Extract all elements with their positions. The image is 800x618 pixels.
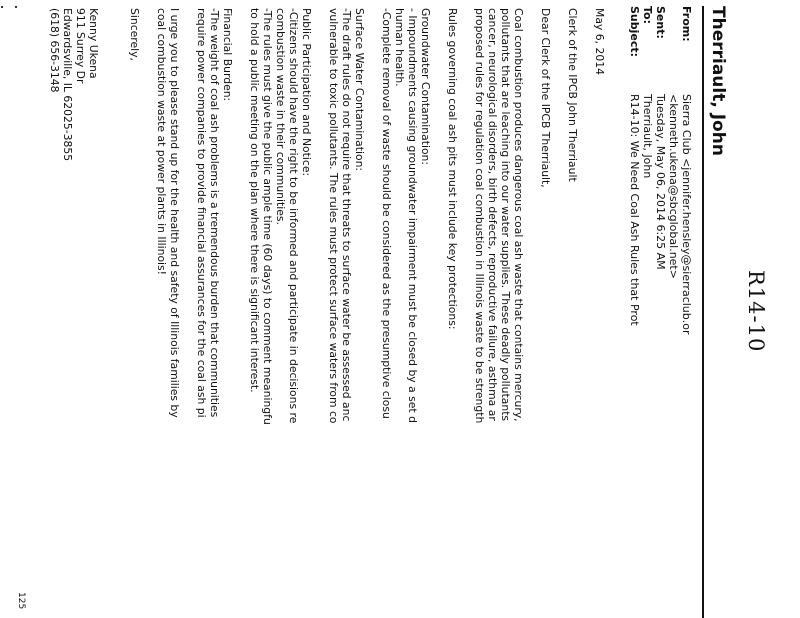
sent-label: Sent: bbox=[654, 6, 667, 39]
recipient-line: Clerk of the IPCB John Therriault bbox=[566, 8, 579, 182]
signer-street: 911 Surrey Dr bbox=[74, 8, 87, 84]
to-label: To: bbox=[641, 6, 654, 24]
surface-water-line-2: vulnerable to toxic pollutants. The rules must protect surface waters from co bbox=[327, 8, 340, 424]
groundwater-line-1: - Impoundments causing groundwater impairment must be closed by a set d bbox=[406, 8, 419, 423]
participation-heading: Public Participation and Notice: bbox=[300, 8, 313, 177]
salutation: Dear Clerk of the IPCB Therriault, bbox=[539, 8, 552, 188]
scan-speck bbox=[15, 6, 17, 8]
page-number: 125 bbox=[16, 592, 26, 610]
participation-line-3: -The rules must give the public ample time (60 days) to comment meaningfu bbox=[261, 8, 274, 425]
participation-line-1: -Citizens should have the right to be informed and participate in decisions re bbox=[287, 8, 300, 424]
from-value-line-2: <kenneth.ukena@sbcglobal.net> bbox=[667, 94, 680, 279]
participation-line-2: combustion waste in their communities. bbox=[274, 8, 287, 225]
groundwater-line-2: human health. bbox=[393, 8, 406, 87]
from-value-line-1: Sierra Club <jennifer.hensley@sierraclub.or bbox=[680, 94, 693, 335]
sent-value: Tuesday, May 06, 2014 6:25 AM bbox=[654, 94, 667, 270]
intro-line-3: cancer, neurological disorders, birth defects, reproductive failure, asthma ar bbox=[486, 8, 499, 421]
subject-value: R14-10: We Need Coal Ash Rules that Prot bbox=[628, 94, 641, 326]
closing-appeal-line-2: coal combustion waste at power plants in Illinois! bbox=[155, 8, 168, 276]
groundwater-line-3: -Complete removal of waste should be considered as the presumptive closu bbox=[380, 8, 393, 419]
sign-off: Sincerely, bbox=[128, 8, 141, 61]
surface-water-line-1: -The draft rules do not require that threats to surface water be assessed anc bbox=[340, 8, 353, 422]
surface-water-heading: Surface Water Contamination: bbox=[353, 8, 366, 172]
closing-appeal-line-1: I urge you to please stand up for the health and safety of Illinois families by bbox=[168, 8, 181, 418]
financial-heading: Financial Burden: bbox=[221, 8, 234, 102]
participation-line-4: to hold a public meeting on the plan where there is significant interest. bbox=[248, 8, 261, 393]
signer-phone: (618) 656-3148 bbox=[48, 8, 61, 93]
sender-name-heading: Therriault, John bbox=[708, 6, 728, 156]
subject-label: Subject: bbox=[628, 6, 641, 58]
from-label: From: bbox=[680, 6, 693, 42]
protections-intro: Rules governing coal ash pits must include key protections: bbox=[446, 8, 459, 330]
scan-speck bbox=[1, 6, 3, 8]
groundwater-heading: Groundwater Contamination: bbox=[419, 8, 432, 166]
header-rule bbox=[702, 6, 704, 618]
to-value: Therriault, John bbox=[641, 94, 654, 179]
financial-line-2: require power companies to provide financial assurances for the coal ash pi bbox=[195, 8, 208, 418]
letter-date: May 6, 2014 bbox=[593, 8, 606, 75]
signer-name: Kenny Ukena bbox=[87, 8, 100, 79]
intro-line-2: pollutants that are leaching into our water supplies. These deadly pollutants bbox=[499, 8, 512, 422]
intro-line-1: Coal combustion produces dangerous coal ash waste that contains mercury, bbox=[512, 8, 525, 422]
signer-city: Edwardsville, IL 62025-3855 bbox=[61, 8, 74, 162]
document-id: R14-10 bbox=[744, 270, 768, 353]
intro-line-4: proposed rules for regulation coal combustion in Illinois waste to be strength bbox=[473, 8, 486, 424]
financial-line-1: -The weight of coal ash problems is a tremendous burden that communities bbox=[208, 8, 221, 418]
